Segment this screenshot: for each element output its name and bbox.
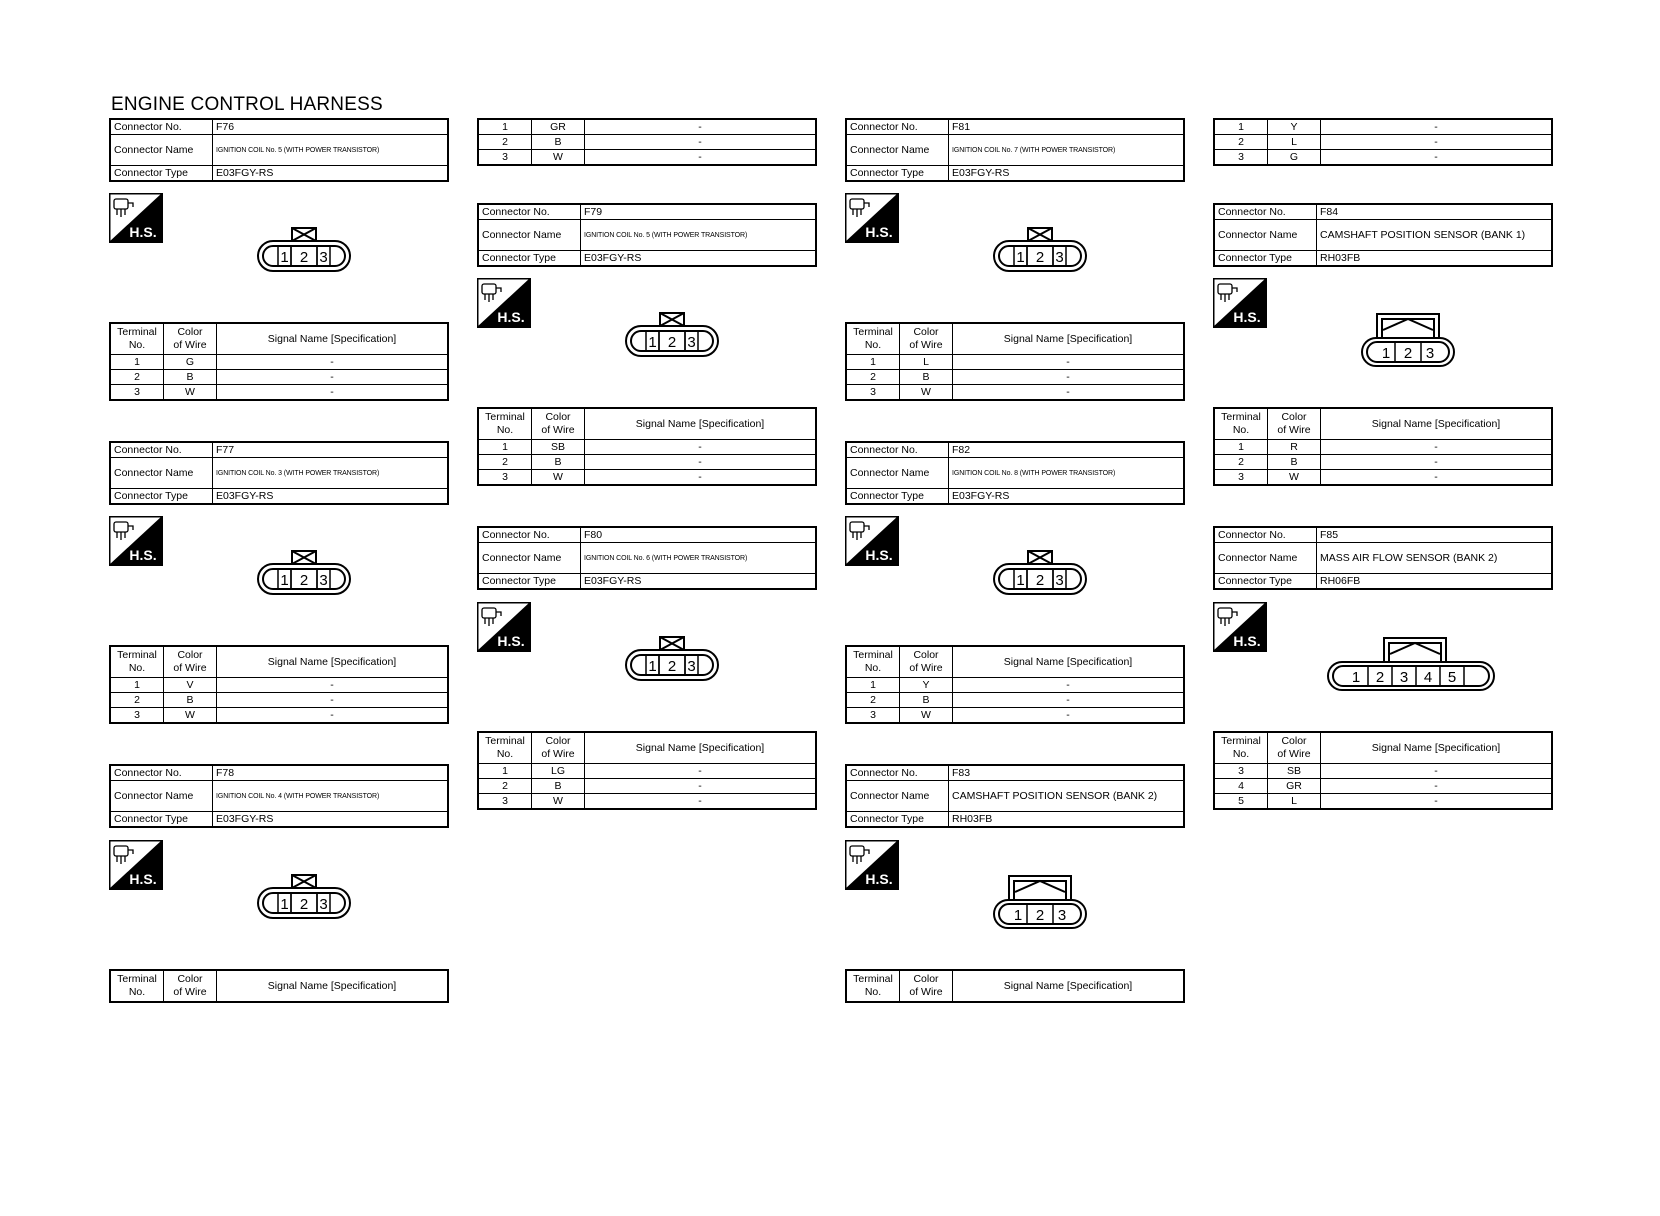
wire-color: W	[164, 385, 217, 401]
terminal-no: 3	[478, 150, 532, 166]
color-header: Color of Wire	[164, 970, 217, 1002]
conn-type-label: Connector Type	[846, 166, 949, 182]
terminal-no: 4	[1214, 779, 1268, 794]
conn-no-label: Connector No.	[1214, 527, 1317, 543]
terminal-table-F81	[845, 322, 1185, 401]
signal-header: Signal Name [Specification]	[953, 323, 1185, 355]
table-row	[846, 385, 1184, 401]
conn-type-label: Connector Type	[478, 251, 581, 267]
color-header: Color of Wire	[900, 646, 953, 678]
terminal-table-F85	[1213, 731, 1553, 810]
signal-name: -	[217, 355, 449, 370]
signal-name: -	[1321, 794, 1553, 810]
wire-color: W	[900, 385, 953, 401]
pin-number: 3	[1055, 572, 1064, 589]
signal-name: -	[1321, 135, 1553, 150]
terminal-no: 2	[846, 693, 900, 708]
connector-table-F81	[845, 118, 1185, 182]
pin-number: 3	[1425, 345, 1435, 362]
conn-no-label: Connector No.	[110, 119, 213, 135]
terminal-no: 2	[110, 370, 164, 385]
signal-name: -	[953, 678, 1185, 693]
color-header: Color of Wire	[164, 646, 217, 678]
signal-header: Signal Name [Specification]	[585, 408, 817, 440]
wire-color: SB	[1268, 764, 1321, 779]
pin-number: 2	[1375, 669, 1385, 686]
pin-number: 2	[299, 249, 309, 266]
table-row	[478, 779, 816, 794]
pin-number: 2	[299, 896, 309, 913]
terminal-no: 3	[1214, 470, 1268, 486]
terminal-table-F82	[845, 645, 1185, 724]
conn-type-label: Connector Type	[110, 812, 213, 828]
pin-number: 3	[319, 249, 328, 266]
connector-table-F84	[1213, 203, 1553, 267]
terminal-no: 1	[110, 678, 164, 693]
pin-number: 3	[1057, 907, 1067, 924]
pin-number: 3	[1055, 249, 1064, 266]
terminal-header: Terminal No.	[478, 408, 532, 440]
signal-name: -	[1321, 440, 1553, 455]
conn-name-label: Connector Name	[1214, 543, 1317, 574]
conn-no-value: F77	[213, 442, 449, 458]
hs-icon	[845, 516, 899, 571]
conn-name-value: CAMSHAFT POSITION SENSOR (BANK 1)	[1317, 220, 1553, 251]
pin-number: 2	[299, 572, 309, 589]
terminal-no: 2	[478, 135, 532, 150]
conn-type-label: Connector Type	[478, 574, 581, 590]
wire-color: W	[532, 470, 585, 486]
terminal-header: Terminal No.	[110, 646, 164, 678]
connector-table-F76	[109, 118, 449, 182]
table-row	[110, 693, 448, 708]
table-row	[1214, 135, 1552, 150]
pin-number: 2	[1035, 249, 1045, 266]
signal-name: -	[1321, 779, 1553, 794]
terminal-table-F84	[1213, 407, 1553, 486]
table-row	[1214, 470, 1552, 486]
conn-type-value: E03FGY-RS	[213, 812, 449, 828]
wire-color: L	[1268, 794, 1321, 810]
conn-type-value: RH03FB	[949, 812, 1185, 828]
table-row	[110, 370, 448, 385]
signal-name: -	[585, 135, 817, 150]
terminal-no: 3	[110, 385, 164, 401]
pin-number: 2	[1035, 572, 1045, 589]
wire-color: W	[532, 150, 585, 166]
terminal-no: 3	[478, 794, 532, 810]
conn-name-label: Connector Name	[846, 458, 949, 489]
terminal-no: 2	[1214, 455, 1268, 470]
wire-color: L	[1268, 135, 1321, 150]
terminal-no: 1	[478, 119, 532, 135]
terminal-no: 1	[1214, 119, 1268, 135]
hs-icon	[109, 840, 163, 895]
conn-type-label: Connector Type	[846, 812, 949, 828]
pin-number: 1	[280, 572, 289, 589]
pin-number: 3	[319, 572, 328, 589]
pin-number: 1	[648, 658, 657, 675]
signal-name: -	[1321, 470, 1553, 486]
conn-no-value: F78	[213, 765, 449, 781]
signal-name: -	[953, 370, 1185, 385]
conn-type-value: E03FGY-RS	[581, 574, 817, 590]
conn-name-label: Connector Name	[478, 543, 581, 574]
conn-type-value: RH06FB	[1317, 574, 1553, 590]
conn-type-value: E03FGY-RS	[213, 489, 449, 505]
signal-header: Signal Name [Specification]	[217, 970, 449, 1002]
terminal-header: Terminal No.	[846, 646, 900, 678]
pin-number: 4	[1423, 669, 1433, 686]
wire-color: B	[532, 455, 585, 470]
color-header: Color of Wire	[1268, 408, 1321, 440]
conn-name-value: IGNITION COIL No. 5 (WITH POWER TRANSISTOR)	[213, 135, 449, 166]
pin-number: 1	[1381, 345, 1391, 362]
signal-name: -	[953, 708, 1185, 724]
conn-name-label: Connector Name	[110, 458, 213, 489]
wire-color: B	[1268, 455, 1321, 470]
signal-name: -	[217, 678, 449, 693]
signal-name: -	[217, 385, 449, 401]
conn-name-value: IGNITION COIL No. 4 (WITH POWER TRANSISTOR)	[213, 781, 449, 812]
conn-no-value: F84	[1317, 204, 1553, 220]
wire-color: LG	[532, 764, 585, 779]
hs-icon	[109, 193, 163, 248]
signal-name: -	[1321, 455, 1553, 470]
terminal-no: 1	[1214, 440, 1268, 455]
pin-number: 2	[1035, 907, 1045, 924]
wire-color: B	[532, 779, 585, 794]
terminal-table-F76	[109, 322, 449, 401]
table-row	[110, 708, 448, 724]
pin-number: 1	[1016, 572, 1025, 589]
connector-table-F82	[845, 441, 1185, 505]
table-row	[478, 150, 816, 166]
table-row	[1214, 455, 1552, 470]
connector-table-F83	[845, 764, 1185, 828]
hs-label: H.S.	[497, 633, 525, 649]
pin-number: 3	[687, 334, 696, 351]
table-row	[1214, 779, 1552, 794]
hs-label: H.S.	[497, 309, 525, 325]
conn-no-value: F79	[581, 204, 817, 220]
pin-number: 3	[687, 658, 696, 675]
signal-header: Signal Name [Specification]	[585, 732, 817, 764]
conn-no-label: Connector No.	[110, 765, 213, 781]
conn-no-label: Connector No.	[846, 765, 949, 781]
conn-name-label: Connector Name	[1214, 220, 1317, 251]
conn-no-label: Connector No.	[478, 527, 581, 543]
wire-color: W	[1268, 470, 1321, 486]
connector-face-F85	[1326, 636, 1496, 697]
terminal-table-F78-header	[109, 969, 449, 1003]
hs-icon	[845, 840, 899, 895]
pin-number: 2	[667, 658, 677, 675]
conn-type-label: Connector Type	[1214, 251, 1317, 267]
table-row	[1214, 764, 1552, 779]
hs-icon	[477, 278, 531, 333]
wire-color: B	[532, 135, 585, 150]
conn-name-value: IGNITION COIL No. 6 (WITH POWER TRANSISTOR)	[581, 543, 817, 574]
terminal-header: Terminal No.	[110, 323, 164, 355]
signal-name: -	[1321, 119, 1553, 135]
conn-no-value: F82	[949, 442, 1185, 458]
connector-face-F79	[624, 312, 720, 363]
wire-color: R	[1268, 440, 1321, 455]
signal-header: Signal Name [Specification]	[1321, 732, 1553, 764]
conn-no-value: F85	[1317, 527, 1553, 543]
conn-no-label: Connector No.	[846, 442, 949, 458]
conn-no-value: F80	[581, 527, 817, 543]
terminal-no: 1	[846, 678, 900, 693]
terminal-table-F79	[477, 407, 817, 486]
pin-number: 2	[667, 334, 677, 351]
table-row	[846, 693, 1184, 708]
connector-table-F77	[109, 441, 449, 505]
signal-name: -	[585, 150, 817, 166]
hs-label: H.S.	[129, 224, 157, 240]
terminal-table-F83-header	[845, 969, 1185, 1003]
terminal-no: 3	[846, 708, 900, 724]
signal-header: Signal Name [Specification]	[217, 323, 449, 355]
hs-label: H.S.	[129, 547, 157, 563]
terminal-no: 2	[478, 455, 532, 470]
pin-number: 5	[1447, 669, 1457, 686]
connector-face-F77	[256, 550, 352, 601]
table-row	[478, 119, 816, 135]
pin-number: 1	[280, 249, 289, 266]
wire-color: GR	[1268, 779, 1321, 794]
wire-color: B	[900, 693, 953, 708]
connector-table-F85	[1213, 526, 1553, 590]
signal-name: -	[953, 385, 1185, 401]
table-row	[846, 708, 1184, 724]
color-header: Color of Wire	[1268, 732, 1321, 764]
page-title: ENGINE CONTROL HARNESS	[111, 94, 383, 115]
color-header: Color of Wire	[900, 323, 953, 355]
table-row	[1214, 794, 1552, 810]
table-row	[478, 794, 816, 810]
hs-label: H.S.	[129, 871, 157, 887]
table-row	[110, 678, 448, 693]
signal-name: -	[585, 455, 817, 470]
signal-name: -	[585, 764, 817, 779]
signal-name: -	[585, 470, 817, 486]
terminal-no: 2	[110, 693, 164, 708]
terminal-header: Terminal No.	[1214, 732, 1268, 764]
signal-name: -	[217, 708, 449, 724]
connector-table-F78	[109, 764, 449, 828]
conn-no-label: Connector No.	[846, 119, 949, 135]
wire-color: Y	[900, 678, 953, 693]
signal-name: -	[217, 693, 449, 708]
signal-header: Signal Name [Specification]	[953, 646, 1185, 678]
hs-label: H.S.	[1233, 309, 1261, 325]
terminal-header: Terminal No.	[1214, 408, 1268, 440]
hs-icon	[477, 602, 531, 657]
signal-name: -	[217, 370, 449, 385]
connector-face-F83	[992, 874, 1088, 935]
terminal-no: 1	[478, 440, 532, 455]
conn-name-value: MASS AIR FLOW SENSOR (BANK 2)	[1317, 543, 1553, 574]
table-row	[478, 470, 816, 486]
conn-no-value: F83	[949, 765, 1185, 781]
hs-label: H.S.	[1233, 633, 1261, 649]
terminal-table-F78-continued	[477, 118, 817, 166]
pin-number: 1	[648, 334, 657, 351]
pin-number: 2	[1403, 345, 1413, 362]
signal-header: Signal Name [Specification]	[953, 970, 1185, 1002]
conn-type-label: Connector Type	[110, 166, 213, 182]
connector-face-F82	[992, 550, 1088, 601]
pin-number: 1	[280, 896, 289, 913]
terminal-no: 3	[110, 708, 164, 724]
conn-no-label: Connector No.	[478, 204, 581, 220]
connector-face-F78	[256, 874, 352, 925]
hs-label: H.S.	[865, 224, 893, 240]
table-row	[1214, 440, 1552, 455]
conn-name-label: Connector Name	[478, 220, 581, 251]
terminal-no: 2	[846, 370, 900, 385]
terminal-table-F83-continued	[1213, 118, 1553, 166]
terminal-no: 3	[1214, 150, 1268, 166]
conn-no-value: F81	[949, 119, 1185, 135]
hs-icon	[109, 516, 163, 571]
terminal-header: Terminal No.	[110, 970, 164, 1002]
hs-icon	[1213, 602, 1267, 657]
conn-name-label: Connector Name	[846, 781, 949, 812]
conn-no-label: Connector No.	[110, 442, 213, 458]
signal-header: Signal Name [Specification]	[217, 646, 449, 678]
wire-color: W	[532, 794, 585, 810]
conn-type-value: E03FGY-RS	[213, 166, 449, 182]
table-row	[478, 440, 816, 455]
conn-type-value: E03FGY-RS	[949, 489, 1185, 505]
table-row	[110, 385, 448, 401]
terminal-no: 2	[1214, 135, 1268, 150]
hs-label: H.S.	[865, 547, 893, 563]
signal-name: -	[585, 440, 817, 455]
wire-color: GR	[532, 119, 585, 135]
terminal-no: 1	[846, 355, 900, 370]
color-header: Color of Wire	[532, 408, 585, 440]
hs-label: H.S.	[865, 871, 893, 887]
signal-name: -	[953, 355, 1185, 370]
conn-name-value: CAMSHAFT POSITION SENSOR (BANK 2)	[949, 781, 1185, 812]
conn-type-value: E03FGY-RS	[581, 251, 817, 267]
conn-type-label: Connector Type	[846, 489, 949, 505]
terminal-no: 3	[846, 385, 900, 401]
terminal-header: Terminal No.	[846, 323, 900, 355]
color-header: Color of Wire	[900, 970, 953, 1002]
signal-header: Signal Name [Specification]	[1321, 408, 1553, 440]
conn-name-label: Connector Name	[110, 135, 213, 166]
conn-type-value: RH03FB	[1317, 251, 1553, 267]
pin-number: 1	[1013, 907, 1023, 924]
pin-number: 3	[319, 896, 328, 913]
pin-number: 1	[1351, 669, 1361, 686]
conn-name-value: IGNITION COIL No. 3 (WITH POWER TRANSISTOR)	[213, 458, 449, 489]
connector-face-F80	[624, 636, 720, 687]
signal-name: -	[953, 693, 1185, 708]
wire-color: W	[164, 708, 217, 724]
terminal-table-F80	[477, 731, 817, 810]
table-row	[846, 370, 1184, 385]
wire-color: B	[164, 693, 217, 708]
terminal-no: 2	[478, 779, 532, 794]
conn-name-label: Connector Name	[110, 781, 213, 812]
table-row	[846, 678, 1184, 693]
signal-name: -	[585, 119, 817, 135]
wire-color: G	[164, 355, 217, 370]
signal-name: -	[1321, 764, 1553, 779]
connector-face-F76	[256, 227, 352, 278]
hs-icon	[1213, 278, 1267, 333]
signal-name: -	[585, 779, 817, 794]
conn-name-value: IGNITION COIL No. 8 (WITH POWER TRANSISTOR)	[949, 458, 1185, 489]
color-header: Color of Wire	[164, 323, 217, 355]
terminal-no: 5	[1214, 794, 1268, 810]
terminal-no: 1	[110, 355, 164, 370]
connector-table-F80	[477, 526, 817, 590]
pin-number: 1	[1016, 249, 1025, 266]
table-row	[846, 355, 1184, 370]
conn-name-label: Connector Name	[846, 135, 949, 166]
table-row	[1214, 150, 1552, 166]
terminal-no: 3	[1214, 764, 1268, 779]
pin-number: 3	[1399, 669, 1409, 686]
conn-type-label: Connector Type	[110, 489, 213, 505]
connector-face-F81	[992, 227, 1088, 278]
conn-name-value: IGNITION COIL No. 5 (WITH POWER TRANSISTOR)	[581, 220, 817, 251]
wire-color: Y	[1268, 119, 1321, 135]
table-row	[478, 764, 816, 779]
terminal-table-F77	[109, 645, 449, 724]
table-row	[110, 355, 448, 370]
table-row	[478, 135, 816, 150]
connector-table-F79	[477, 203, 817, 267]
wire-color: V	[164, 678, 217, 693]
signal-name: -	[1321, 150, 1553, 166]
wire-color: W	[900, 708, 953, 724]
terminal-header: Terminal No.	[478, 732, 532, 764]
connector-face-F84	[1360, 312, 1456, 373]
conn-no-value: F76	[213, 119, 449, 135]
wire-color: B	[900, 370, 953, 385]
hs-icon	[845, 193, 899, 248]
conn-no-label: Connector No.	[1214, 204, 1317, 220]
conn-type-value: E03FGY-RS	[949, 166, 1185, 182]
terminal-header: Terminal No.	[846, 970, 900, 1002]
terminal-no: 1	[478, 764, 532, 779]
wire-color: SB	[532, 440, 585, 455]
terminal-no: 3	[478, 470, 532, 486]
table-row	[1214, 119, 1552, 135]
table-row	[478, 455, 816, 470]
signal-name: -	[585, 794, 817, 810]
wire-color: G	[1268, 150, 1321, 166]
wire-color: L	[900, 355, 953, 370]
conn-name-value: IGNITION COIL No. 7 (WITH POWER TRANSISTOR)	[949, 135, 1185, 166]
wire-color: B	[164, 370, 217, 385]
color-header: Color of Wire	[532, 732, 585, 764]
conn-type-label: Connector Type	[1214, 574, 1317, 590]
